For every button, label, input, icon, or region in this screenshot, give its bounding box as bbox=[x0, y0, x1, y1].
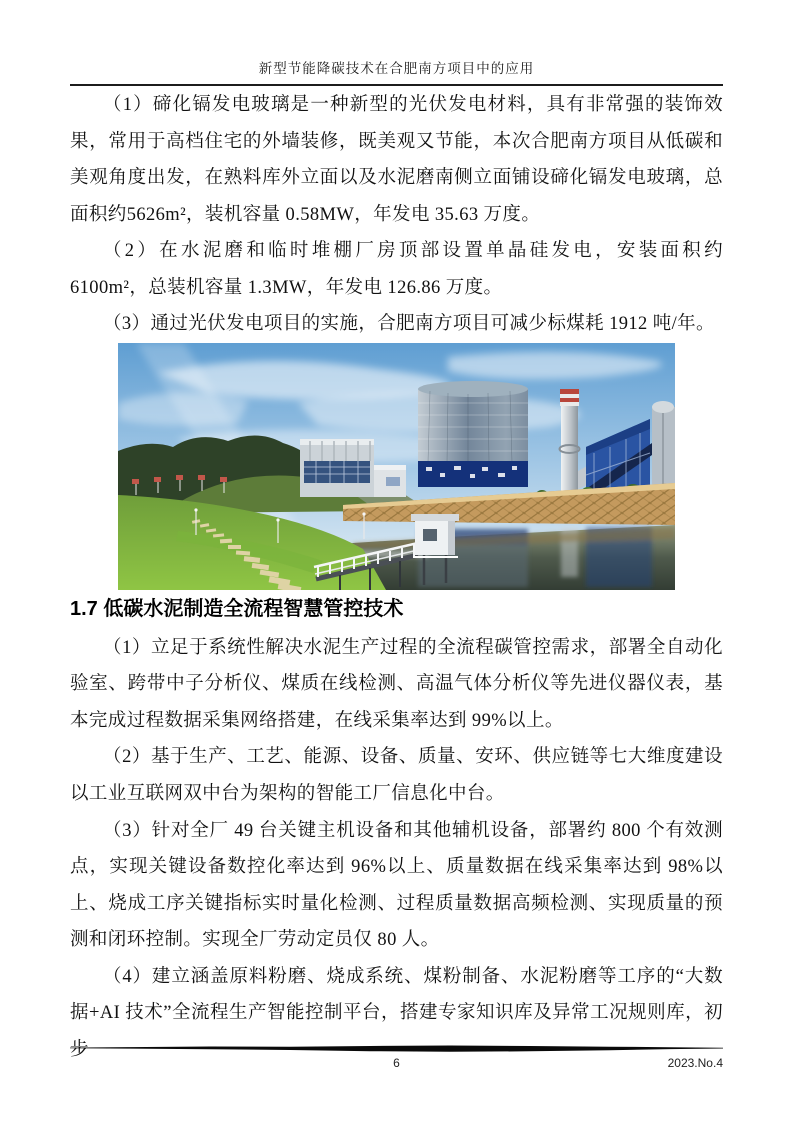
footer-rule bbox=[70, 1045, 723, 1053]
footer-text-row bbox=[70, 1055, 723, 1071]
page-content bbox=[70, 0, 723, 1068]
running-head-title: 新型节能降碳技术在合肥南方项目中的应用 bbox=[258, 61, 535, 76]
page-footer bbox=[70, 1045, 723, 1071]
body-paragraph: （1）立足于系统性解决水泥生产过程的全流程碳管控需求，部署全自动化验室、跨带中子分析仪、煤质在线检测、高温气体分析仪等先进仪器仪表，基本完成过程数据采集网络搭建，在线采集率达到 99%以上。 bbox=[70, 637, 723, 731]
body-paragraph: （3）针对全厂 49 台关键主机设备和其他辅机设备，部署约 800 个有效测点，实现关键设备数控化率达到 96%以上、质量数据在线采集率达到 98%以上、烧成工序关键指标实时量化检测、过程质量数据高频检测、实现质量的预测和闭环控制。实现全厂劳动定员仅 80 人。 bbox=[70, 820, 723, 951]
page-header bbox=[70, 0, 723, 86]
page-number: 6 bbox=[393, 1056, 400, 1070]
smart-control-section bbox=[70, 630, 723, 1069]
body-paragraph: （2）基于生产、工艺、能源、设备、质量、安环、供应链等七大维度建设以工业互联网双中台为架构的智能工厂信息化中台。 bbox=[70, 747, 723, 805]
body-paragraph: （1）碲化镉发电玻璃是一种新型的光伏发电材料，具有非常强的装饰效果，常用于高档住宅的外墙装修，既美观又节能，本次合肥南方项目从低碳和美观角度出发，在熟料库外立面以及水泥磨南侧立面铺设碲化镉发电玻璃，总面积约5626m²，装机容量 0.58MW，年发电 35.63 万度。 bbox=[70, 95, 723, 225]
body-paragraph: （2）在水泥磨和临时堆棚厂房顶部设置单晶硅发电，安装面积约 6100m²，总装机容量 1.3MW，年发电 126.86 万度。 bbox=[70, 241, 723, 298]
facility-photo-graphic bbox=[118, 343, 675, 590]
issue-label: 2023.No.4 bbox=[667, 1056, 723, 1070]
intro-section bbox=[70, 87, 723, 343]
section-heading: 1.7 低碳水泥制造全流程智慧管控技术 bbox=[70, 597, 404, 620]
body-paragraph: （3）通过光伏发电项目的实施，合肥南方项目可减少标煤耗 1912 吨/年。 bbox=[103, 314, 715, 335]
body-paragraph: （4）建立涵盖原料粉磨、烧成系统、煤粉制备、水泥粉磨等工序的“大数据+AI 技术”全流程生产智能控制平台，搭建专家知识库及异常工况规则库，初步 bbox=[70, 966, 723, 1060]
facility-photo bbox=[118, 343, 675, 590]
